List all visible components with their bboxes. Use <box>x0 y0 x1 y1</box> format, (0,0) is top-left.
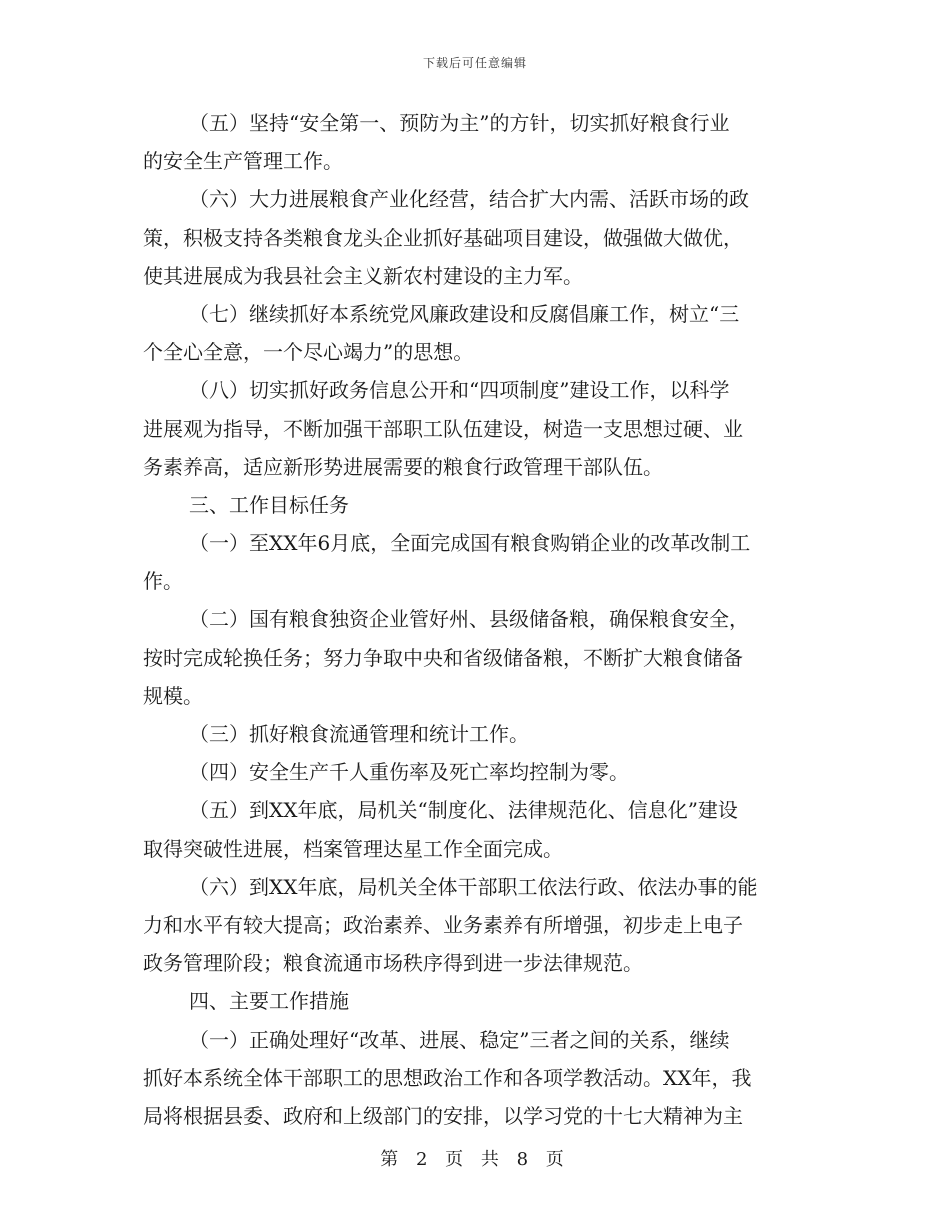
text-line: 进展观为指导，不断加强干部职工队伍建设，树造一支思想过硬、业 <box>143 416 743 441</box>
text-line: 个全心全意，一个尽心竭力”的思想。 <box>143 340 474 365</box>
text-line: （四）安全生产千人重伤率及死亡率均控制为零。 <box>189 760 629 785</box>
text-line: （七）继续抓好本系统党风廉政建设和反腐倡廉工作，树立“三 <box>189 301 740 326</box>
text-line: 三、工作目标任务 <box>189 492 349 517</box>
text-line: 规模。 <box>143 683 203 708</box>
text-line: 局将根据县委、政府和上级部门的安排，以学习党的十七大精神为主 <box>143 1103 743 1128</box>
text-line: 力和水平有较大提高；政治素养、业务素养有所增强，初步走上电子 <box>143 912 743 937</box>
text-line: （一）至XX年6月底，全面完成国有粮食购销企业的改革改制工 <box>189 531 751 556</box>
text-line: （六）到XX年底，局机关全体干部职工依法行政、依法办事的能 <box>189 874 758 899</box>
text-line: 按时完成轮换任务；努力争取中央和省级储备粮，不断扩大粮食储备 <box>143 645 743 670</box>
document-body <box>143 104 807 1135</box>
text-line: 政务管理阶段；粮食流通市场秩序得到进一步法律规范。 <box>143 951 643 976</box>
text-line: 抓好本系统全体干部职工的思想政治工作和各项学教活动。XX年，我 <box>143 1065 752 1090</box>
text-line: （五）坚持“安全第一、预防为主”的方针，切实抓好粮食行业 <box>189 111 730 135</box>
text-line: 作。 <box>143 569 183 594</box>
text-line: （二）国有粮食独资企业管好州、县级储备粮，确保粮食安全， <box>189 607 749 632</box>
text-line: （一）正确处理好“改革、进展、稳定”三者之间的关系，继续 <box>189 1027 730 1052</box>
text-line: （六）大力进展粮食产业化经营，结合扩大内需、活跃市场的政 <box>189 187 749 212</box>
text-line: （三）抓好粮食流通管理和统计工作。 <box>189 722 529 746</box>
text-line: 策，积极支持各类粮食龙头企业抓好基础项目建设，做强做大做优， <box>143 225 743 250</box>
text-line: 取得突破性进展，档案管理达星工作全面完成。 <box>143 836 563 861</box>
text-line: 务素养高，适应新形势进展需要的粮食行政管理干部队伍。 <box>143 454 663 479</box>
text-line: 的安全生产管理工作。 <box>143 149 343 174</box>
page-footer: 第 2 页 共 8 页 <box>380 1149 570 1170</box>
text-line: 四、主要工作措施 <box>189 989 349 1014</box>
text-line: （八）切实抓好政务信息公开和“四项制度”建设工作，以科学 <box>189 378 730 403</box>
text-line: 使其进展成为我县社会主义新农村建设的主力军。 <box>143 263 583 288</box>
page-header: 下载后可任意编辑 <box>422 56 527 70</box>
text-line: （五）到XX年底，局机关“制度化、法律规范化、信息化”建设 <box>189 798 738 823</box>
